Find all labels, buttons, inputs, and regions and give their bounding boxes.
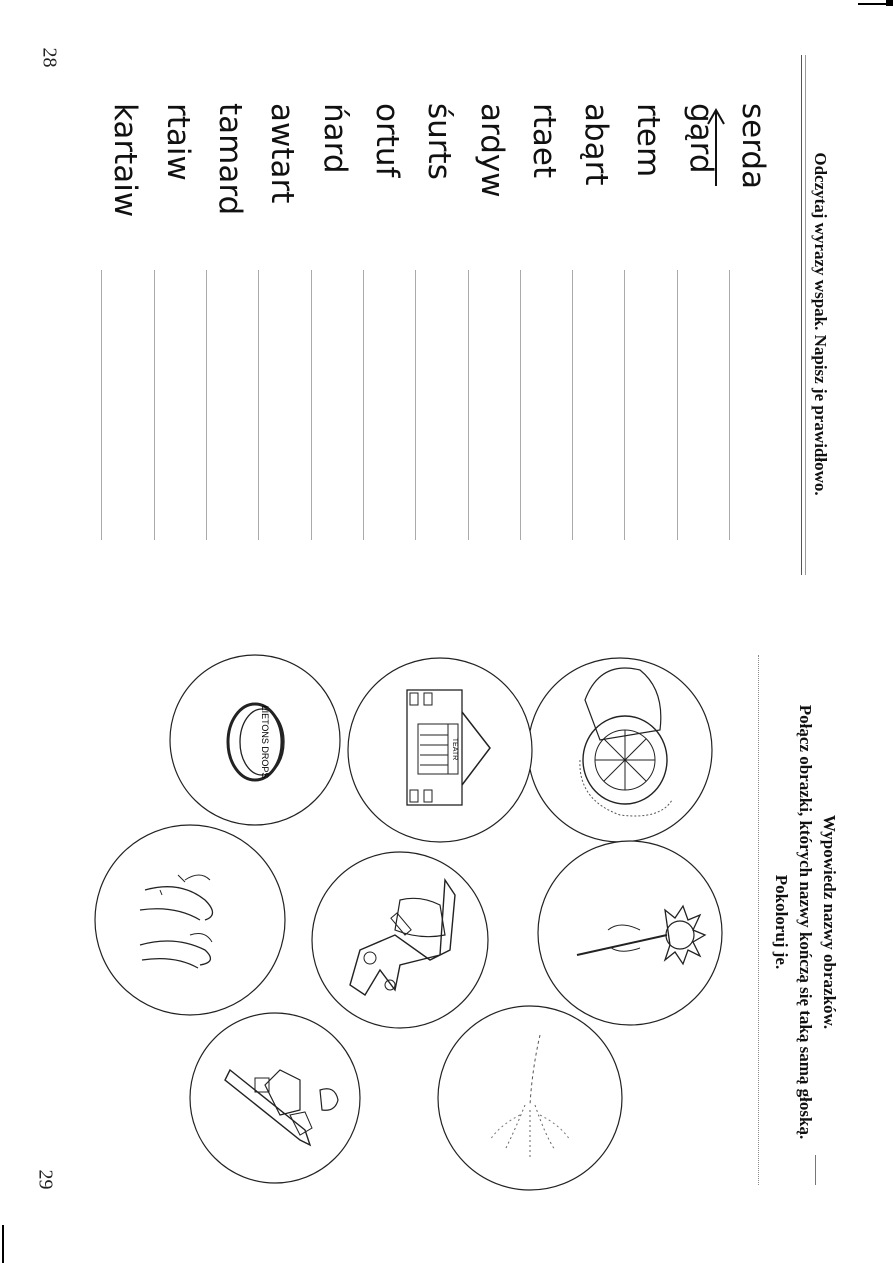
- carnation-icon[interactable]: [538, 841, 722, 1025]
- scrambled-word: ńard: [316, 103, 353, 174]
- svg-text:LIETONS DROPS: LIETONS DROPS: [260, 705, 270, 779]
- page-number-left: 28: [38, 47, 61, 68]
- scrambled-word: rtaiw: [159, 103, 196, 181]
- scrambled-word: rtem: [630, 103, 667, 178]
- wind-icon[interactable]: [95, 825, 285, 1015]
- scrambled-word: rtaet: [525, 103, 562, 179]
- scrambled-word: awtart: [264, 103, 301, 204]
- exercise2-line2: Połącz obrazki, których nazwy kończą się taką samą głoską.: [796, 704, 815, 1140]
- scrambled-word: ardyw: [473, 103, 510, 198]
- scrambled-word: śurts: [421, 103, 458, 180]
- scrambled-word: gąrd: [682, 103, 719, 174]
- scrambled-word: ortuf: [368, 103, 405, 178]
- orange-icon[interactable]: [528, 658, 712, 842]
- exercise1-instruction: Odczytaj wyrazy wspak. Napisz je prawidłowo.: [811, 152, 830, 496]
- svg-text:TEATR: TEATR: [451, 737, 458, 761]
- margin-mark: [2, 1225, 4, 1263]
- scrambled-word: kartaiw: [107, 103, 144, 218]
- scrambled-word: tamard: [212, 103, 248, 216]
- overalls-icon[interactable]: [312, 852, 488, 1028]
- scrambled-word: abąrt: [578, 103, 615, 186]
- exercise2-line1: Wypowiedz nazwy obrazków.: [820, 814, 839, 1030]
- page-number-right: 29: [34, 1169, 57, 1190]
- margin-mark: [886, 0, 893, 6]
- candy-tin-icon[interactable]: [170, 655, 340, 825]
- exercise2-line3: Pokoloruj je.: [772, 874, 791, 970]
- carrot-icon[interactable]: [438, 1006, 622, 1190]
- theatre-icon[interactable]: [348, 658, 532, 842]
- scrambled-word: serda: [735, 103, 771, 190]
- knight-icon[interactable]: [190, 1013, 360, 1183]
